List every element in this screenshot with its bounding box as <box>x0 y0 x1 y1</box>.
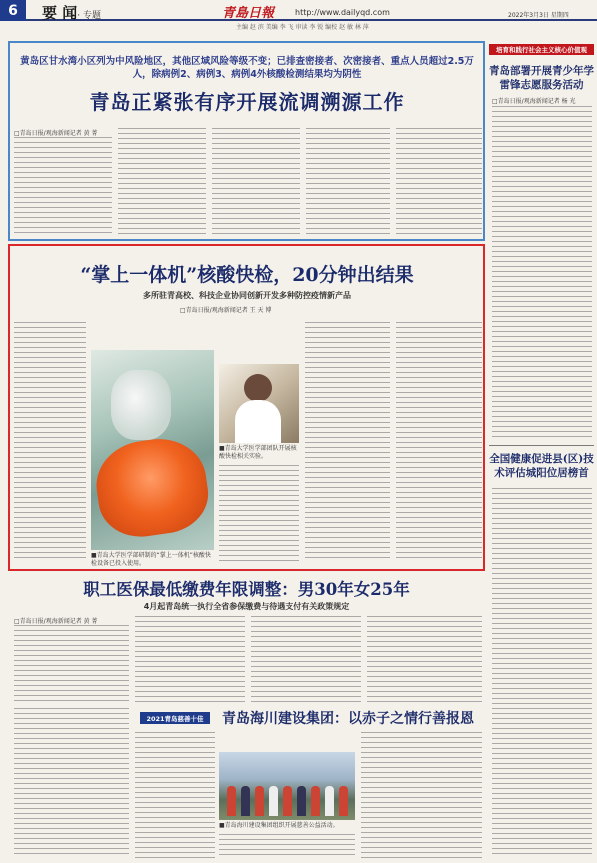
test-device-in-hand <box>91 433 213 542</box>
section-subtitle: · 专题 <box>77 11 101 21</box>
lead-column-2 <box>118 128 206 237</box>
policy-column-2 <box>135 616 245 703</box>
feature-column-4 <box>396 322 482 562</box>
policy-headline[interactable]: 职工医保最低缴费年限调整：男30年女25年 <box>83 580 410 599</box>
charity-tag: 2021青岛慈善十佳 <box>140 712 210 724</box>
lead-headline[interactable]: 青岛正紧张有序开展流调溯源工作 <box>89 90 405 114</box>
charity-photo-caption: ■青岛海川建设集团组织开展慈善公益活动。 <box>219 822 339 829</box>
lab-worker-figure <box>111 370 171 440</box>
policy-byline: □青岛日报/观海新闻记者 黄 菁 <box>14 618 98 625</box>
policy-column-4 <box>367 616 482 703</box>
sidebar-headline-2[interactable]: 全国健康促进县(区)技术评估城阳位居榜首 <box>489 453 594 479</box>
sidebar-article-1 <box>492 106 592 440</box>
feature-column-2 <box>219 465 299 562</box>
sidebar-banner: 培育和践行社会主义核心价值观 <box>489 44 594 55</box>
charity-column-2 <box>219 834 355 858</box>
lead-column-1 <box>14 137 112 237</box>
page-number: 6 <box>0 0 26 21</box>
feature-column-3 <box>305 322 390 562</box>
lead-byline: □青岛日报/观海新闻记者 黄 菁 <box>14 130 98 137</box>
lead-column-5 <box>396 128 482 237</box>
charity-column-1 <box>135 732 215 858</box>
lead-column-3 <box>212 128 300 237</box>
feature-column-1 <box>14 322 86 562</box>
feature-caption-main: ■青岛大学医学部研制的“掌上一体机”核酸快检设备已投入使用。 <box>91 552 211 567</box>
policy-column-3 <box>251 616 361 703</box>
lead-column-4 <box>306 128 390 237</box>
lead-kicker: 黄岛区甘水湾小区列为中风险地区，其他区域风险等级不变；已排查密接者、次密接者、重点人员超过2.5万人，除病例2、病例3、病例4外核酸检测结果均为阴性 <box>20 56 474 80</box>
feature-photo-side <box>219 364 299 443</box>
feature-subhead: 多所驻青高校、科技企业协同创新开发多种防控疫情新产品 <box>143 291 351 300</box>
editor-credits: 主编 赵 滨 美编 李 飞 审读 李 锐 编校 赵 敏 林 萍 <box>236 24 369 31</box>
sidebar-byline-1: □青岛日报/观海新闻记者 杨 光 <box>492 98 576 105</box>
masthead-logo: 青島日報 <box>222 6 275 21</box>
policy-subhead: 4月起青岛统一执行全省参保缴费与待遇支付有关政策规定 <box>143 602 350 611</box>
policy-column-1 <box>14 625 129 703</box>
feature-headline[interactable]: “掌上一体机”核酸快检，20分钟出结果 <box>80 264 414 286</box>
sidebar-article-2 <box>492 488 592 858</box>
issue-date: 2022年3月3日 星期四 <box>508 12 569 19</box>
sidebar-divider <box>489 445 594 446</box>
charity-column-3 <box>361 732 482 858</box>
feature-photo-main <box>91 350 214 550</box>
policy-column-5 <box>14 708 129 858</box>
site-url[interactable]: http://www.dailyqd.com <box>295 8 390 17</box>
charity-headline[interactable]: 青岛海川建设集团：以赤子之情行善报恩 <box>222 711 474 727</box>
charity-group-photo <box>219 752 355 820</box>
section-title: 要 闻· 专题 <box>42 4 101 22</box>
feature-byline: □青岛日报/观海新闻记者 王 天 博 <box>180 307 272 314</box>
sidebar-headline-1[interactable]: 青岛部署开展青少年学雷锋志愿服务活动 <box>489 65 594 91</box>
feature-caption-side: ■青岛大学医学部团队开展核酸快检相关实验。 <box>219 445 297 460</box>
